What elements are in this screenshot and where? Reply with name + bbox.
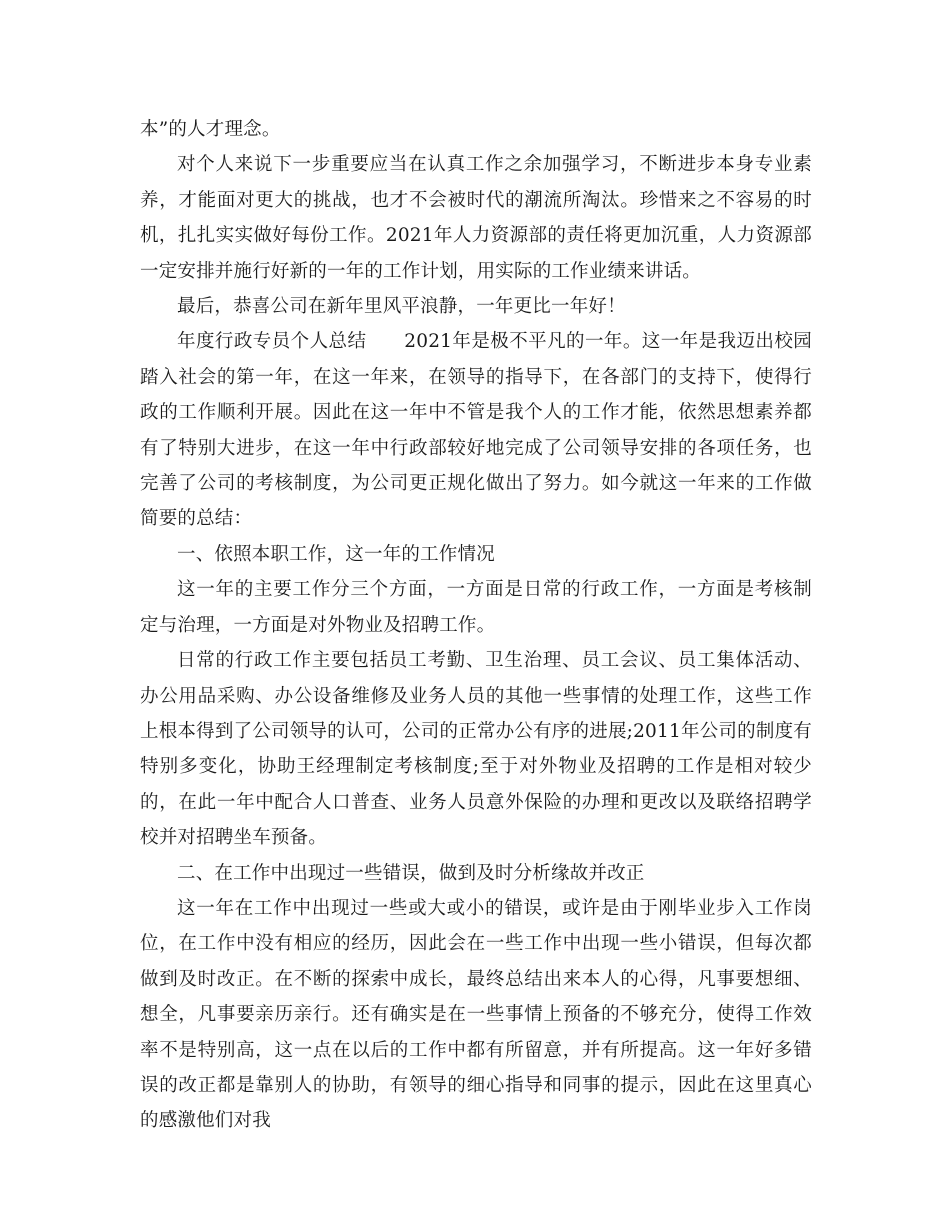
paragraph-continuation: 本”的人才理念。 [140, 119, 281, 140]
paragraph-closing-wish: 最后，恭喜公司在新年里风平浪静，一年更比一年好！ [177, 296, 626, 318]
section-heading-1: 一、依照本职工作，这一年的工作情况 [177, 543, 495, 565]
document-body [140, 112, 812, 1139]
paragraph-daily-admin: 日常的行政工作主要包括员工考勤、卫生治理、员工会议、员工集体活动、办公用品采购、办公设备维修及业务人员的其他一些事情的处理工作，这些工作上根本得到了公司领导的认可，公司的正常办公有序的进展;2011年公司的制度有特别多变化，协助王经理制定考核制度;至于对外物业及招聘的工作是相对较少的，在此一年中配合人口普查、业务人员意外保险的办理和更改以及联络招聘学校并对招聘坐车预备。 [140, 650, 812, 849]
paragraph-work-areas: 这一年的主要工作分三个方面，一方面是日常的行政工作，一方面是考核制定与治理，一方面是对外物业及招聘工作。 [140, 579, 812, 636]
paragraph-personal-study: 对个人来说下一步重要应当在认真工作之余加强学习，不断进步本身专业素养，才能面对更大的挑战，也才不会被时代的潮流所淘汰。珍惜来之不容易的时机，扎扎实实做好每份工作。2021年人力资源部的责任将更加沉重，人力资源部一定安排并施行好新的一年的工作计划，用实际的工作业绩来讲话。 [140, 154, 812, 282]
section-heading-2: 二、在工作中出现过一些错误，做到及时分析缘故并改正 [177, 862, 645, 884]
paragraph-annual-summary-intro: 年度行政专员个人总结 2021年是极不平凡的一年。这一年是我迈出校园踏入社会的第一年，在这一年来，在领导的指导下，在各部门的支持下，使得行政的工作顺利开展。因此在这一年中不管是我个人的工作才能，依然思想素养都有了特别大进步，在这一年中行政部较好地完成了公司领导安排的各项任务，也完善了公司的考核制度，为公司更正规化做出了努力。如今就这一年来的工作做简要的总结： [140, 331, 812, 530]
paragraph-mistakes: 这一年在工作中出现过一些或大或小的错误，或许是由于刚毕业步入工作岗位，在工作中没有相应的经历，因此会在一些工作中出现一些小错误，但每次都做到及时改正。在不断的探索中成长，最终总结出来本人的心得，凡事要想细、想全，凡事要亲历亲行。还有确实是在一些事情上预备的不够充分，使得工作效率不是特别高，这一点在以后的工作中都有所留意，并有所提高。这一年好多错误的改正都是靠别人的协助，有领导的细心指导和同事的提示，因此在这里真心的感激他们对我 [140, 897, 812, 1132]
